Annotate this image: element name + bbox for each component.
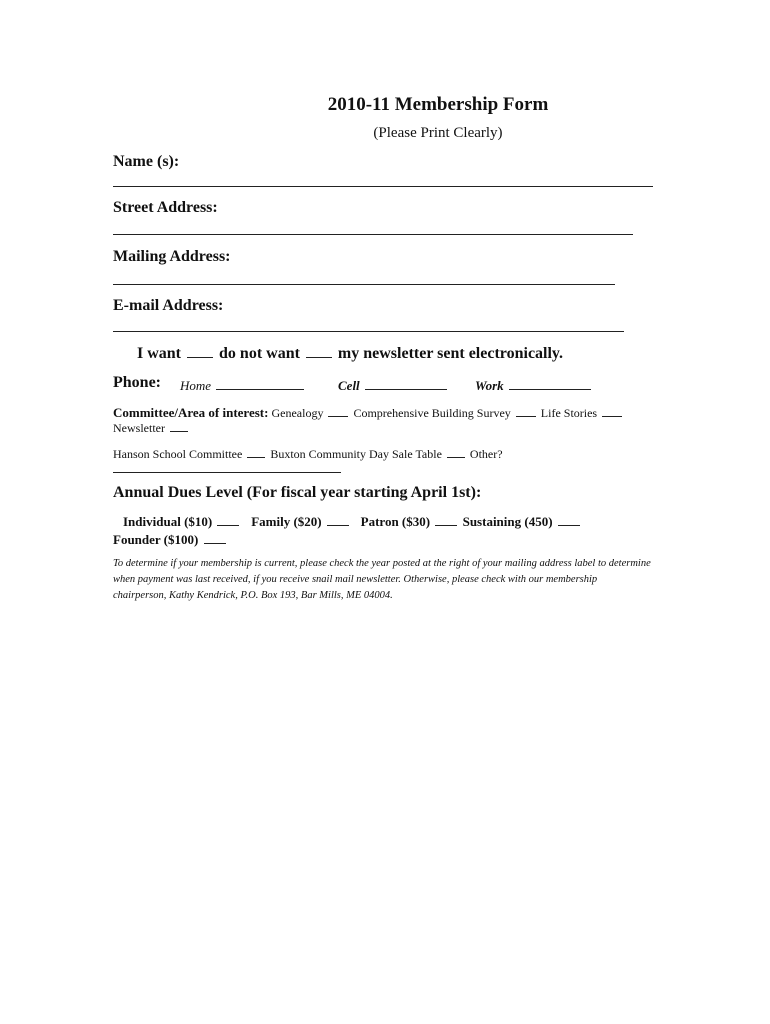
email-address-line[interactable] bbox=[113, 331, 624, 332]
email-address-label: E-mail Address: bbox=[113, 297, 224, 314]
life-stories-blank[interactable] bbox=[602, 404, 622, 417]
phone-work-label: Work bbox=[475, 378, 504, 393]
committee-row-3 bbox=[113, 445, 503, 462]
newsletter-sentence: my newsletter sent electronically. bbox=[337, 345, 564, 362]
phone-work-blank[interactable] bbox=[509, 377, 591, 390]
i-want-blank[interactable] bbox=[187, 345, 213, 358]
phone-label: Phone: bbox=[113, 374, 161, 391]
buxton-blank[interactable] bbox=[447, 445, 465, 458]
committee-genealogy: Genealogy bbox=[271, 406, 324, 420]
street-address-label: Street Address: bbox=[113, 199, 218, 216]
founder-blank[interactable] bbox=[204, 531, 226, 544]
do-not-want-label: do not want bbox=[219, 345, 300, 362]
dues-patron: Patron ($30) bbox=[360, 514, 431, 529]
hanson-blank[interactable] bbox=[247, 445, 265, 458]
committee-survey: Comprehensive Building Survey bbox=[353, 406, 511, 420]
committee-row-1 bbox=[113, 404, 624, 421]
mailing-address-line[interactable] bbox=[113, 284, 615, 285]
committee-row-2 bbox=[113, 421, 190, 436]
dues-family: Family ($20) bbox=[251, 514, 322, 529]
genealogy-blank[interactable] bbox=[328, 404, 348, 417]
phone-cell-blank[interactable] bbox=[365, 377, 447, 390]
committee-other: Other? bbox=[469, 447, 503, 461]
dues-row-2 bbox=[113, 531, 228, 548]
phone-home-label: Home bbox=[180, 378, 212, 393]
phone-cell-label: Cell bbox=[338, 378, 360, 393]
form-title: 2010-11 Membership Form bbox=[327, 94, 549, 115]
phone-home-blank[interactable] bbox=[216, 377, 304, 390]
dues-founder: Founder ($100) bbox=[113, 532, 199, 547]
committee-hanson: Hanson School Committee bbox=[113, 447, 243, 461]
phone-work bbox=[475, 377, 593, 394]
phone-cell bbox=[338, 377, 449, 394]
dues-sustaining: Sustaining (450) bbox=[462, 514, 553, 529]
form-subtitle: (Please Print Clearly) bbox=[373, 125, 503, 141]
newsletter-blank[interactable] bbox=[170, 423, 188, 432]
membership-note: To determine if your membership is current, please check the year posted at the right of your mailing address label to determine when payment was last received, if you receive snail mail newsletter. Otherwise, please check with our membership chairperson, Kathy Kendrick, P.O. Box 193, Bar Mills, ME 04004. bbox=[113, 558, 651, 601]
survey-blank[interactable] bbox=[516, 404, 536, 417]
phone-home bbox=[180, 377, 306, 394]
committee-buxton: Buxton Community Day Sale Table bbox=[270, 447, 442, 461]
i-want-label: I want bbox=[137, 345, 182, 362]
patron-blank[interactable] bbox=[435, 513, 457, 526]
name-line[interactable] bbox=[113, 186, 653, 187]
dues-individual: Individual ($10) bbox=[123, 514, 213, 529]
dues-heading: Annual Dues Level (For fiscal year starting April 1st): bbox=[113, 484, 482, 501]
sustaining-blank[interactable] bbox=[558, 513, 580, 526]
dues-row-1 bbox=[123, 513, 582, 530]
committee-life-stories: Life Stories bbox=[540, 406, 598, 420]
newsletter-preference-row bbox=[137, 345, 563, 363]
family-blank[interactable] bbox=[327, 513, 349, 526]
committee-newsletter: Newsletter bbox=[113, 421, 165, 435]
other-line[interactable] bbox=[113, 472, 341, 473]
individual-blank[interactable] bbox=[217, 513, 239, 526]
name-label: Name (s): bbox=[113, 153, 180, 170]
committee-label: Committee/Area of interest: bbox=[113, 405, 269, 420]
mailing-address-label: Mailing Address: bbox=[113, 248, 231, 265]
do-not-want-blank[interactable] bbox=[306, 345, 332, 358]
street-address-line[interactable] bbox=[113, 234, 633, 235]
